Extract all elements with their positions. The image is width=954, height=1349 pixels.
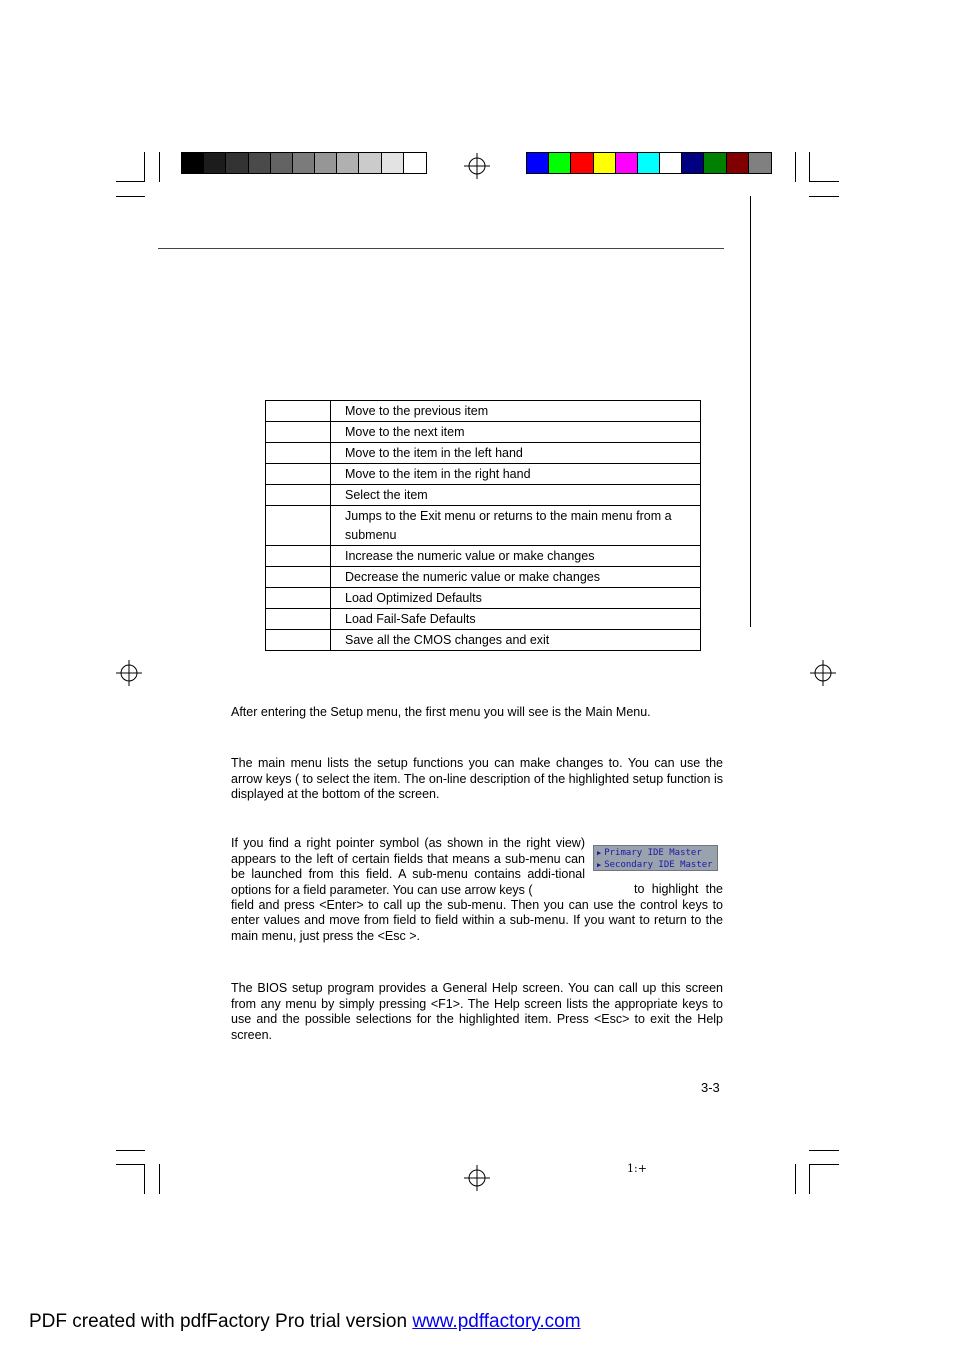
key-cell [266, 422, 331, 443]
description-cell: Load Fail-Safe Defaults [331, 609, 701, 630]
crop-mark [795, 152, 796, 182]
description-cell: Select the item [331, 485, 701, 506]
key-cell [266, 609, 331, 630]
crop-mark [809, 152, 810, 182]
description-cell: Move to the item in the left hand [331, 443, 701, 464]
pdffactory-link[interactable]: www.pdffactory.com [412, 1311, 581, 1332]
crop-mark [809, 1164, 839, 1165]
color-swatch [704, 153, 726, 173]
color-swatch [682, 153, 704, 173]
crop-mark [809, 1164, 810, 1194]
control-keys-table [265, 400, 701, 651]
color-swatch [549, 153, 571, 173]
color-swatch [404, 153, 426, 173]
description-cell: Load Optimized Defaults [331, 588, 701, 609]
description-cell: Save all the CMOS changes and exit [331, 630, 701, 651]
color-swatch [616, 153, 638, 173]
table-row [266, 485, 701, 506]
color-swatch [337, 153, 359, 173]
description-cell: Jumps to the Exit menu or returns to the main menu from a submenu [331, 506, 701, 546]
color-swatch [571, 153, 593, 173]
color-swatch [271, 153, 293, 173]
crop-mark [144, 152, 145, 182]
color-swatch [638, 153, 660, 173]
key-cell [266, 567, 331, 588]
page-number: 3-3 [701, 1080, 720, 1095]
table-row [266, 401, 701, 422]
key-cell [266, 485, 331, 506]
color-swatch [204, 153, 226, 173]
margin-line [750, 196, 751, 627]
color-swatch [182, 153, 204, 173]
table-row [266, 443, 701, 464]
table-row [266, 609, 701, 630]
grayscale-calibration-bar [181, 152, 427, 174]
main-menu-intro: After entering the Setup menu, the first menu you will see is the Main Menu. [231, 705, 651, 719]
key-cell [266, 401, 331, 422]
bios-submenu-item: ▶ Primary IDE Master [597, 848, 702, 858]
pdf-banner [29, 1311, 581, 1333]
pointer-arrow-icon: ▶ [597, 861, 602, 869]
key-cell [266, 588, 331, 609]
crop-mark [809, 1150, 839, 1151]
crop-mark [116, 1150, 145, 1151]
table-row [266, 567, 701, 588]
description-cell: Move to the previous item [331, 401, 701, 422]
key-cell [266, 443, 331, 464]
description-cell: Move to the next item [331, 422, 701, 443]
table-row [266, 506, 701, 546]
color-swatch [660, 153, 682, 173]
registration-mark-icon [116, 660, 142, 686]
description-cell: Move to the item in the right hand [331, 464, 701, 485]
color-swatch [727, 153, 749, 173]
description-cell: Decrease the numeric value or make changes [331, 567, 701, 588]
registration-mark-icon [464, 153, 490, 179]
submenu-description-start: If you find a right pointer symbol (as shown in the right view) appears to the left of certain fields that means a sub-menu can be launched from this field. A sub-menu contains addi-tional options for a field parameter. You can use arrow keys ( [231, 836, 585, 897]
color-calibration-bar [526, 152, 772, 174]
color-swatch [594, 153, 616, 173]
crop-mark [116, 1164, 145, 1165]
color-swatch [293, 153, 315, 173]
crop-mark [159, 152, 160, 182]
main-menu-description: The main menu lists the setup functions you can make changes to. You can use the arrow keys ( to select the item. The on-line description of the highlighted setup function is displayed at the bottom of the screen. [231, 756, 723, 801]
footer-mark: 1:+ [627, 1162, 647, 1175]
key-cell [266, 464, 331, 485]
table-row [266, 422, 701, 443]
registration-mark-icon [464, 1165, 490, 1191]
color-swatch [382, 153, 404, 173]
color-swatch [359, 153, 381, 173]
table-row [266, 464, 701, 485]
crop-mark [795, 1164, 796, 1194]
crop-mark [144, 1164, 145, 1194]
table-row [266, 588, 701, 609]
crop-mark [116, 196, 145, 197]
header-rule [158, 248, 724, 249]
bios-submenu-thumbnail [593, 845, 718, 871]
crop-mark [809, 181, 839, 182]
color-swatch [749, 153, 771, 173]
key-cell [266, 630, 331, 651]
crop-mark [809, 196, 839, 197]
table-row [266, 546, 701, 567]
color-swatch [527, 153, 549, 173]
crop-mark [116, 181, 145, 182]
description-cell: Increase the numeric value or make changes [331, 546, 701, 567]
help-description: The BIOS setup program provides a General Help screen. You can call up this screen from any menu by simply pressing <F1>. The Help screen lists the appropriate keys to use and the possible selections for the highlighted item. Press <Esc> to exit the Help screen. [231, 981, 723, 1042]
pointer-arrow-icon: ▶ [597, 849, 602, 857]
pdf-banner-text: PDF created with pdfFactory Pro trial version [29, 1311, 413, 1332]
bios-submenu-item: ▶ Secondary IDE Master [597, 860, 713, 870]
key-cell [266, 506, 331, 546]
key-cell [266, 546, 331, 567]
color-swatch [249, 153, 271, 173]
crop-mark [159, 1164, 160, 1194]
table-row [266, 630, 701, 651]
registration-mark-icon [810, 660, 836, 686]
color-swatch [315, 153, 337, 173]
submenu-description-end: to highlight the field and press <Enter> to call up the sub-menu. Then you can use the control keys to enter values and move from field to field within a sub-menu. If you want to return to the main menu, just press the <Esc >. [231, 882, 723, 943]
color-swatch [226, 153, 248, 173]
